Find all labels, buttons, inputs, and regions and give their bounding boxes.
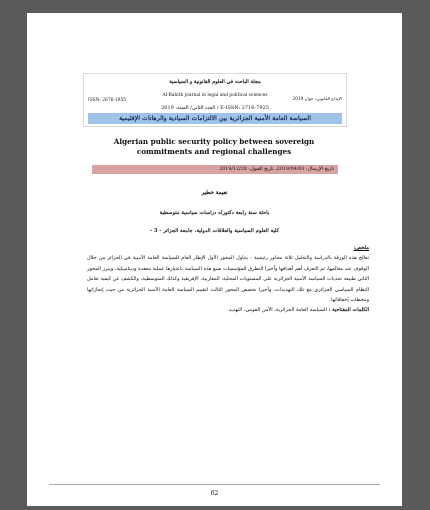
page-number: 62: [210, 490, 219, 497]
issn-label: ISSN: 2676-1955: [88, 98, 127, 103]
author-affiliation-1: باحثة سنة رابعة دكتوراه دراسات سياسية متوسطية: [159, 210, 270, 216]
document-page: [27, 13, 402, 506]
journal-name-en: Al-Bahith journal in legal and political sciences: [162, 93, 268, 98]
journal-name-ar: مجلة الباحث في العلوم القانونية و السياسية: [169, 79, 261, 85]
submission-dates: تاريخ الإرسال: 2019/04/03، تاريخ القبول: 2019/12/28: [92, 165, 338, 174]
keywords-text: السياسة العامة الجزائرية، الأمن القومي، التهديد.: [227, 307, 327, 314]
keywords-label: الكلمات المفتاحية :: [328, 307, 369, 314]
abstract-label: ملخص:: [353, 245, 369, 251]
author-name: نعيمة خطير: [201, 190, 228, 196]
footer-divider: [49, 484, 380, 485]
keywords-line: [87, 305, 369, 315]
author-affiliation-2: كلية العلوم السياسية والعلاقات الدولية. جامعة الجزائر - 3 -: [149, 228, 280, 234]
abstract-text: تعالج هذه الورقة بالدراسة والتحليل ثلاثة محاور رئيسية : يتناول المحور الأول الإطار العام للسياسة العامة الأمنية في الجزائر من خلال الوقوف عند معالمها، ثم التعرف أهم أهدافها وأخيرا التطرق للمؤسسات صنع هذه السياسة باعتبارها عملية معقدة وديناميكية، ويبرز المحور الثاني طبيعة تحديات السياسة الأمنية الجزائرية على المستويات المحلية، المغاربية، الإفريقية وكذلك المتوسطية، والكشف عن كيفية تعامل النظام السياسي الجزائري مع تلك التهديدات، وأخيرا نخصص المحور الثالث لتقييم السياسة العامة الأمنية الجزائرية من حيث إنجازاتها ومحطات إخفاقاتها.: [87, 255, 369, 304]
abstract: [87, 243, 369, 316]
article-title-ar: السياسة العامة الأمنية الجزائرية بين الالتزامات السيادية والرهانات الإقليمية: [88, 113, 342, 124]
journal-header: [83, 73, 347, 127]
article-title-en: Algerian public security policy between sovereign commitments and regional challenges: [113, 137, 315, 156]
eissn-issue-line: E-ISSN: 2716-7925 / العدد الثاني/ السنة: 2019: [161, 105, 269, 111]
legal-deposit: الإيداع القانوني: جوان 2019: [292, 96, 342, 101]
